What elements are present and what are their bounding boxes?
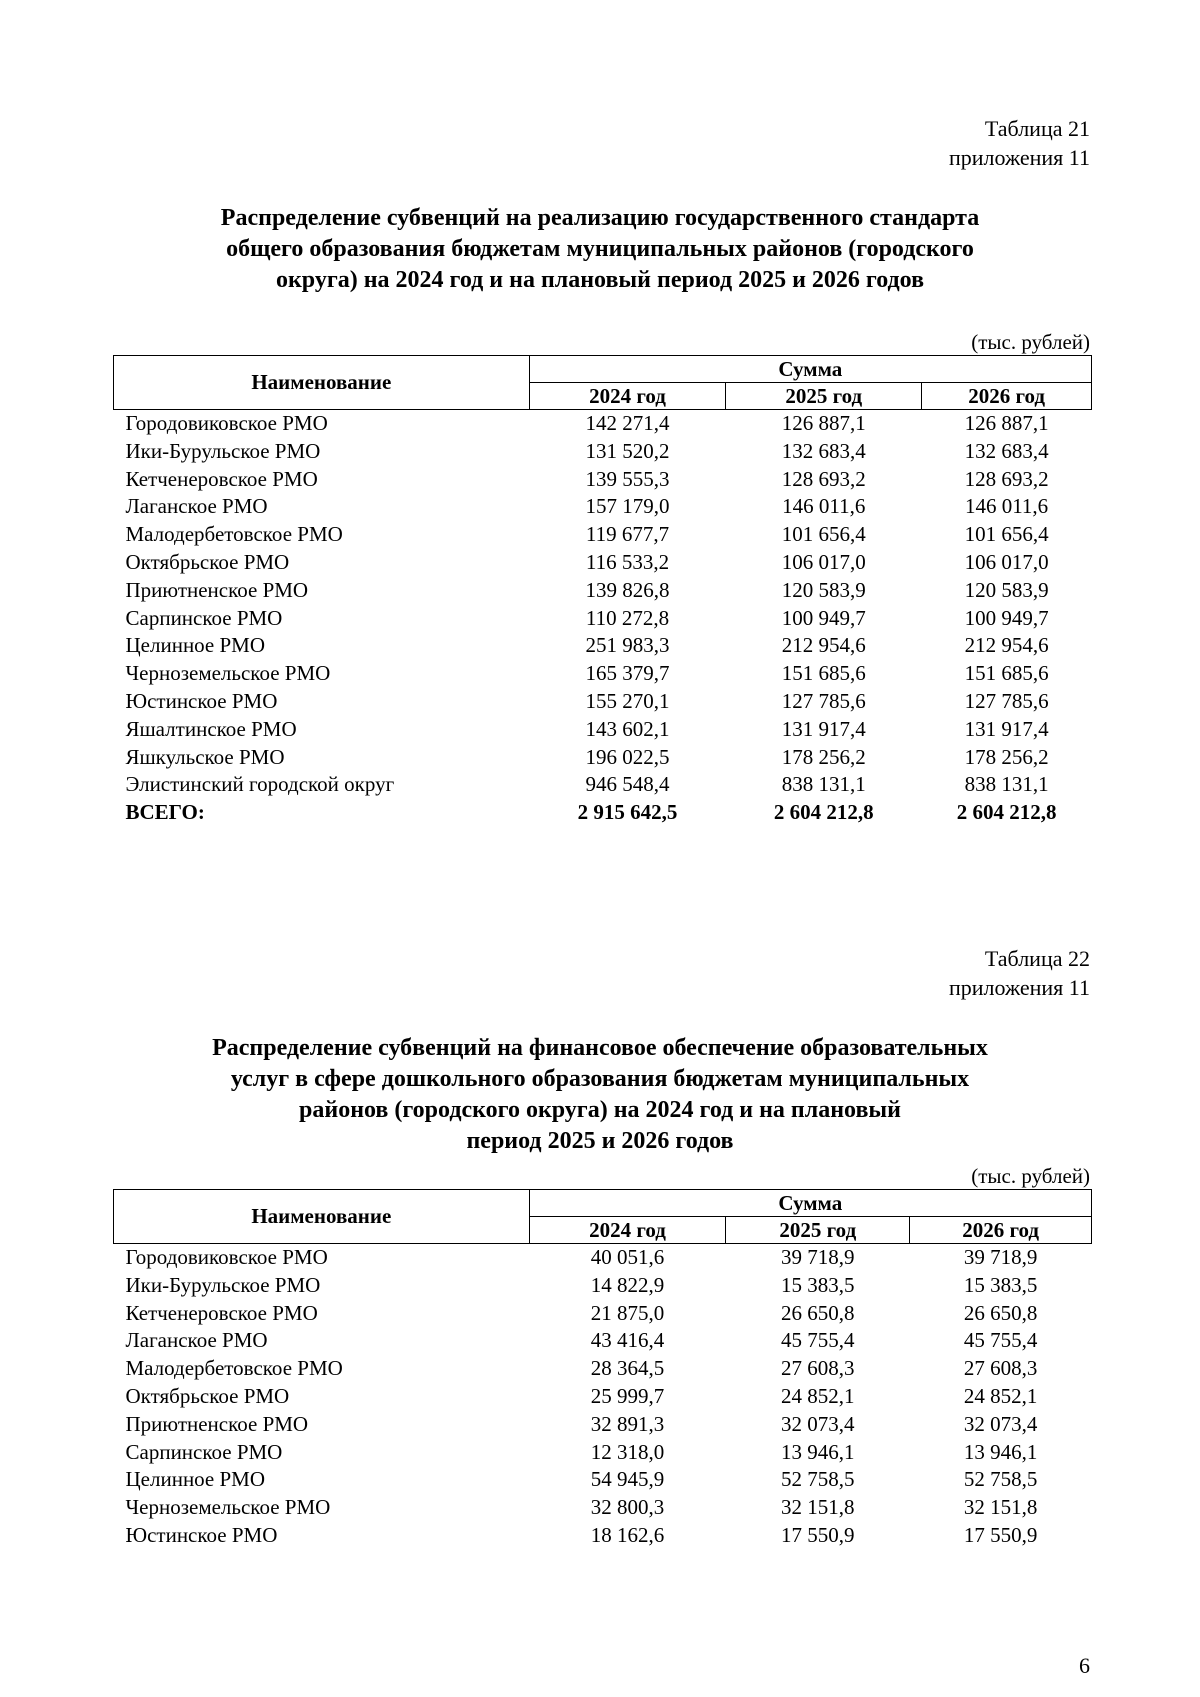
cell-name: Юстинское РМО [125, 688, 278, 713]
cell-value-2026: 17 550,9 [963, 1522, 1038, 1547]
cell-value-2026: 27 608,3 [963, 1356, 1038, 1381]
table21-appendix: приложения 11 [948, 145, 1090, 170]
table-row [114, 660, 1092, 688]
cell-value-2026: 39 718,9 [963, 1245, 1038, 1269]
cell-value-2024: 40 051,6 [590, 1245, 665, 1269]
table-row [114, 716, 1092, 744]
table21-number: Таблица 21 [984, 116, 1090, 141]
cell-name: Ики-Бурульское РМО [125, 438, 321, 463]
table22-title-line: районов (городского округа) на 2024 год и на плановый [299, 1097, 901, 1123]
cell-value-2026: 146 011,6 [964, 494, 1049, 519]
table21-unit: (тыс. рублей) [971, 330, 1090, 354]
cell-value-2024: 196 022,5 [585, 744, 670, 769]
cell-name: Сарпинское РМО [125, 605, 283, 630]
cell-value-2024: 155 270,1 [585, 688, 670, 713]
table-row [114, 521, 1092, 549]
cell-name: Целинное РМО [125, 633, 266, 658]
table22-title-line: Распределение субвенций на финансовое обеспечение образовательных [212, 1035, 988, 1061]
cell-value-2026: 24 852,1 [963, 1383, 1038, 1408]
cell-value-2026: 838 131,1 [964, 772, 1049, 797]
table-row [114, 1411, 1092, 1439]
cell-value-2024: 119 677,7 [585, 522, 670, 547]
cell-value-2024: 21 875,0 [590, 1300, 665, 1325]
cell-value-2025: 128 693,2 [781, 466, 866, 491]
table22-title-line: услуг в сфере дошкольного образования бюджетам муниципальных [230, 1066, 970, 1092]
cell-value-2026: 32 151,8 [963, 1495, 1038, 1520]
cell-value-2025: 838 131,1 [781, 772, 866, 797]
cell-name: Сарпинское РМО [125, 1439, 283, 1464]
header-year: 2025 год [726, 1217, 910, 1244]
table-row [114, 1466, 1092, 1494]
cell-name: Лаганское РМО [125, 494, 268, 519]
cell-value-2026: 45 755,4 [963, 1328, 1038, 1353]
cell-value-2025: 127 785,6 [781, 688, 866, 713]
cell-value-2024: 157 179,0 [585, 494, 670, 519]
table-row [114, 410, 1092, 438]
cell-value-2025: 32 151,8 [781, 1495, 855, 1520]
cell-value-2026: 52 758,5 [963, 1467, 1038, 1492]
header-sum: Сумма [529, 1190, 1091, 1217]
table22-reference [949, 944, 1090, 1002]
cell-name: Малодербетовское РМО [125, 522, 343, 547]
table-row [114, 466, 1092, 494]
cell-value-2025: 17 550,9 [781, 1522, 855, 1547]
cell-name: Приютненское РМО [125, 577, 309, 602]
table21-title-line: общего образования бюджетам муниципальных районов (городского [226, 236, 974, 262]
cell-value-2026: 131 917,4 [964, 716, 1049, 741]
header-name: Наименование [114, 356, 530, 410]
cell-value-2026: 128 693,2 [964, 466, 1049, 491]
cell-value-2025: 101 656,4 [781, 522, 866, 547]
cell-value-2025: 52 758,5 [781, 1467, 855, 1492]
cell-name: Октябрьское РМО [125, 1383, 290, 1408]
table-row [114, 1383, 1092, 1411]
cell-value-2024: 142 271,4 [585, 411, 670, 435]
table21 [113, 355, 1092, 827]
cell-value-2024: 139 826,8 [585, 577, 670, 602]
table22-unit: (тыс. рублей) [971, 1164, 1090, 1188]
table21-reference [949, 114, 1090, 172]
cell-name: Яшкульское РМО [125, 744, 285, 769]
table-row [114, 1272, 1092, 1300]
cell-value-2026: 127 785,6 [964, 688, 1049, 713]
cell-value-2026: 106 017,0 [964, 549, 1049, 574]
cell-value-2025: 178 256,2 [781, 744, 866, 769]
cell-name: Ики-Бурульское РМО [125, 1272, 321, 1297]
cell-value-2026: 151 685,6 [964, 661, 1049, 686]
cell-value-2026: 126 887,1 [964, 411, 1049, 435]
cell-name: Малодербетовское РМО [125, 1356, 343, 1381]
header-name: Наименование [114, 1190, 530, 1244]
cell-name: Городовиковское РМО [125, 411, 328, 435]
table-row [114, 771, 1092, 799]
table21-title-line: округа) на 2024 год и на плановый период 2025 и 2026 годов [275, 267, 925, 293]
cell-value-2024: 2 915 642,5 [577, 800, 678, 825]
cell-value-2024: 12 318,0 [590, 1439, 665, 1464]
cell-value-2025: 120 583,9 [781, 577, 866, 602]
cell-name: Черноземельское РМО [125, 661, 331, 686]
table-total-row [114, 799, 1092, 827]
cell-value-2025: 106 017,0 [781, 549, 866, 574]
cell-value-2024: 18 162,6 [590, 1522, 665, 1547]
cell-value-2026: 178 256,2 [964, 744, 1049, 769]
cell-value-2025: 2 604 212,8 [773, 800, 874, 825]
cell-value-2024: 139 555,3 [585, 466, 670, 491]
cell-name: Черноземельское РМО [125, 1495, 331, 1520]
table-row [114, 577, 1092, 605]
cell-name: Октябрьское РМО [125, 549, 290, 574]
cell-value-2024: 165 379,7 [585, 661, 670, 686]
cell-name: Юстинское РМО [125, 1522, 278, 1547]
header-year: 2026 год [910, 1217, 1092, 1244]
cell-value-2024: 143 602,1 [585, 716, 670, 741]
cell-value-2026: 15 383,5 [963, 1272, 1038, 1297]
cell-value-2024: 14 822,9 [590, 1272, 665, 1297]
cell-value-2026: 120 583,9 [964, 577, 1049, 602]
table22-title [120, 1033, 1080, 1157]
cell-value-2024: 116 533,2 [585, 549, 670, 574]
cell-name: Приютненское РМО [125, 1411, 309, 1436]
table21-title [120, 203, 1080, 296]
table-row [114, 1244, 1092, 1272]
table-row [114, 1327, 1092, 1355]
cell-value-2025: 100 949,7 [781, 605, 866, 630]
cell-name: Городовиковское РМО [125, 1245, 328, 1269]
table22 [113, 1189, 1092, 1550]
cell-value-2025: 132 683,4 [781, 438, 866, 463]
cell-value-2025: 24 852,1 [781, 1383, 855, 1408]
cell-value-2025: 146 011,6 [782, 494, 866, 519]
cell-value-2024: 54 945,9 [590, 1467, 665, 1492]
cell-value-2025: 212 954,6 [781, 633, 866, 658]
cell-value-2024: 28 364,5 [590, 1356, 665, 1381]
header-year: 2026 год [922, 383, 1092, 410]
cell-value-2026: 2 604 212,8 [956, 800, 1057, 825]
table-row [114, 605, 1092, 633]
table-row [114, 1355, 1092, 1383]
table-row [114, 1522, 1092, 1550]
table21-body [114, 410, 1092, 827]
table-row [114, 1300, 1092, 1328]
cell-value-2025: 151 685,6 [781, 661, 866, 686]
cell-value-2025: 13 946,1 [781, 1439, 855, 1464]
table-row [114, 1439, 1092, 1467]
cell-value-2026: 26 650,8 [963, 1300, 1038, 1325]
table22-title-line: период 2025 и 2026 годов [466, 1128, 734, 1154]
header-year: 2024 год [529, 1217, 726, 1244]
cell-value-2024: 25 999,7 [590, 1383, 665, 1408]
table-row [114, 549, 1092, 577]
cell-value-2025: 39 718,9 [781, 1245, 855, 1269]
cell-value-2024: 251 983,3 [585, 633, 670, 658]
cell-value-2025: 32 073,4 [781, 1411, 855, 1436]
cell-name: Кетченеровское РМО [125, 1300, 318, 1325]
cell-name: ВСЕГО: [125, 800, 205, 825]
table-row [114, 438, 1092, 466]
cell-value-2026: 32 073,4 [963, 1411, 1038, 1436]
cell-value-2025: 26 650,8 [781, 1300, 855, 1325]
table-row [114, 493, 1092, 521]
cell-value-2024: 32 800,3 [590, 1495, 665, 1520]
table22-appendix: приложения 11 [948, 975, 1090, 1000]
cell-value-2026: 212 954,6 [964, 633, 1049, 658]
header-year: 2024 год [529, 383, 726, 410]
cell-name: Лаганское РМО [125, 1328, 268, 1353]
cell-value-2024: 946 548,4 [585, 772, 670, 797]
page-number: 6 [1079, 1653, 1090, 1678]
cell-value-2024: 32 891,3 [590, 1411, 665, 1436]
table21-title-line: Распределение субвенций на реализацию государственного стандарта [220, 205, 980, 231]
table-row [114, 688, 1092, 716]
cell-value-2025: 27 608,3 [781, 1356, 855, 1381]
table-row [114, 1494, 1092, 1522]
cell-value-2025: 131 917,4 [781, 716, 866, 741]
cell-value-2026: 132 683,4 [964, 438, 1049, 463]
cell-value-2025: 45 755,4 [781, 1328, 855, 1353]
cell-value-2024: 110 272,8 [585, 605, 670, 630]
table-row [114, 744, 1092, 772]
cell-value-2026: 100 949,7 [964, 605, 1049, 630]
table22-number: Таблица 22 [984, 946, 1090, 971]
cell-value-2026: 13 946,1 [963, 1439, 1038, 1464]
cell-value-2026: 101 656,4 [964, 522, 1049, 547]
cell-name: Целинное РМО [125, 1467, 266, 1492]
cell-value-2025: 126 887,1 [781, 411, 866, 435]
cell-name: Кетченеровское РМО [125, 466, 318, 491]
header-year: 2025 год [726, 383, 922, 410]
table22-body [114, 1244, 1092, 1550]
table-row [114, 632, 1092, 660]
cell-name: Элистинский городской округ [125, 772, 395, 797]
cell-value-2025: 15 383,5 [781, 1272, 855, 1297]
cell-value-2024: 43 416,4 [590, 1328, 665, 1353]
cell-value-2024: 131 520,2 [585, 438, 670, 463]
cell-name: Яшалтинское РМО [125, 716, 297, 741]
header-sum: Сумма [529, 356, 1091, 383]
